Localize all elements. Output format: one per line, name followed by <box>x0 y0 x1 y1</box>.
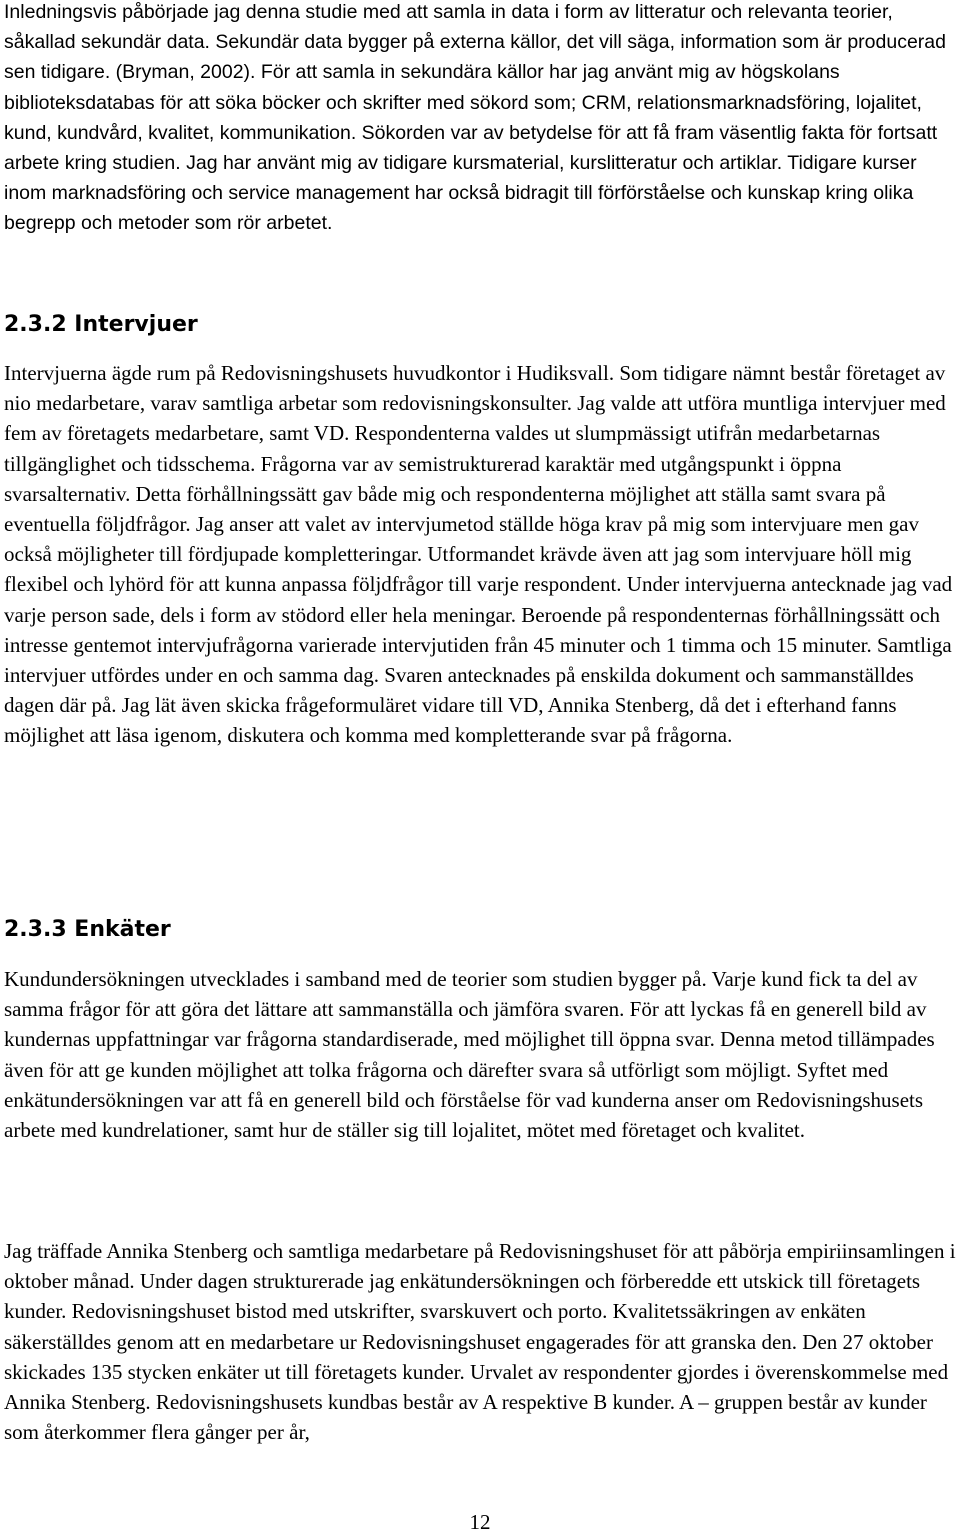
intro-text-sans: Inledningsvis påbörjade jag denna studie med att samla in data i form av litteratur och relevanta teorier, såkallad sekundär data. Sekundär data bygger på externa källor, det vill säga, information som är producerad sen tidigare. (Bryman, 2002). <box>4 1 946 84</box>
page-number: 12 <box>469 1510 491 1534</box>
survey-paragraph-2: Jag träffade Annika Stenberg och samtliga medarbetare på Redovisningshuset för att påbörja empiriinsamlingen i oktober månad. Under dagen strukturerade jag enkätundersökningen och förberedde ett utskick till företagets kunder. Redovisningshuset bistod med utskrifter, svarskuvert och porto. Kvalitetssäkringen av enkäten säkerställdes genom att en medarbetare ur Redovisningshuset engagerades för att granska den. Den 27 oktober skickades 135 stycken enkäter ut till företagets kunder. Urvalet av respondenter gjordes i överenskommelse med Annika Stenberg. Redovisningshusets kundbas består av A respektive B kunder. A – gruppen består av kunder som återkommer flera gånger per år, <box>4 1239 956 1445</box>
interviews-paragraph: Intervjuerna ägde rum på Redovisningshusets huvudkontor i Hudiksvall. Som tidigare nämnt består företaget av nio medarbetare, varav samtliga arbetar som redovisningskonsulter. Jag valde att utföra muntliga intervjuer med fem av företagets medarbetare, samt VD. Respondenterna valdes ut slumpmässigt utifrån medarbetarnas tillgänglighet och tidsschema. Frågorna var av semistrukturerad karaktär med utgångspunkt i öppna svarsalternativ. Detta förhållningssätt gav både mig och respondenterna möjlighet att ställa samt svara på eventuella följdfrågor. Jag anser att valet av intervjumetod ställde höga krav på mig som intervjuare men gav också möjligheter till fördjupade kompletteringar. Utformandet krävde även att jag som intervjuare höll mig flexibel och lyhörd för att kunna anpassa följdfrågor till varje respondent. Under intervjuerna antecknade jag vad varje person sade, dels i form av stödord eller hela meningar. Beroende på respondenternas förhållningssätt och intresse gentemot intervjufrågorna varierade intervjutiden från 45 minuter och 1 timma och 15 minuter. Samtliga intervjuer utfördes under en och samma dag. Svaren antecknades på enskilda dokument och sammanställdes dagen där på. Jag lät även skicka frågeformuläret vidare till VD, Annika Stenberg, då det i efterhand fanns möjlighet att läsa igenom, diskutera och komma med kompletterande svar på frågorna. <box>4 361 953 748</box>
section-heading-survey: 2.3.3 Enkäter <box>4 917 171 942</box>
section-heading-interviews: 2.3.2 Intervjuer <box>4 312 198 337</box>
intro-paragraph <box>4 0 956 239</box>
intro-text-sans-continued: För att samla in sekundära källor har jag använt mig av högskolans biblioteksdatabas för att söka böcker och skrifter med sökord som; CRM, relationsmarknadsföring, lojalitet, kund, kundvård, kvalitet, kommunikation. Sökorden var av betydelse för att få fram väsentlig fakta för fortsatt arbete kring studien. Jag har använt mig av tidigare kursmaterial, kurslitteratur och artiklar. Tidigare kurser inom marknadsföring och service management har också bidragit till förförståelse och kunskap kring olika begrepp och metoder som rör arbetet. <box>4 61 938 235</box>
survey-paragraph-1: Kundundersökningen utvecklades i samband med de teorier som studien bygger på. Varje kund fick ta del av samma frågor för att göra det lättare att sammanställa och jämföra svaren. För att lyckas få en generell bild av kundernas uppfattningar var frågorna standardiserade, med möjlighet till öppna svar. Denna metod tillämpades även för att ge kunden möjlighet att tolka frågorna och därefter svara så utförligt som möjligt. Syftet med enkätundersökningen var att få en generell bild och förståelse för vad kunderna anser om Redovisningshusets arbete med kundrelationer, samt hur de ställer sig till lojalitet, mötet med företaget och kvalitet. <box>4 967 935 1143</box>
